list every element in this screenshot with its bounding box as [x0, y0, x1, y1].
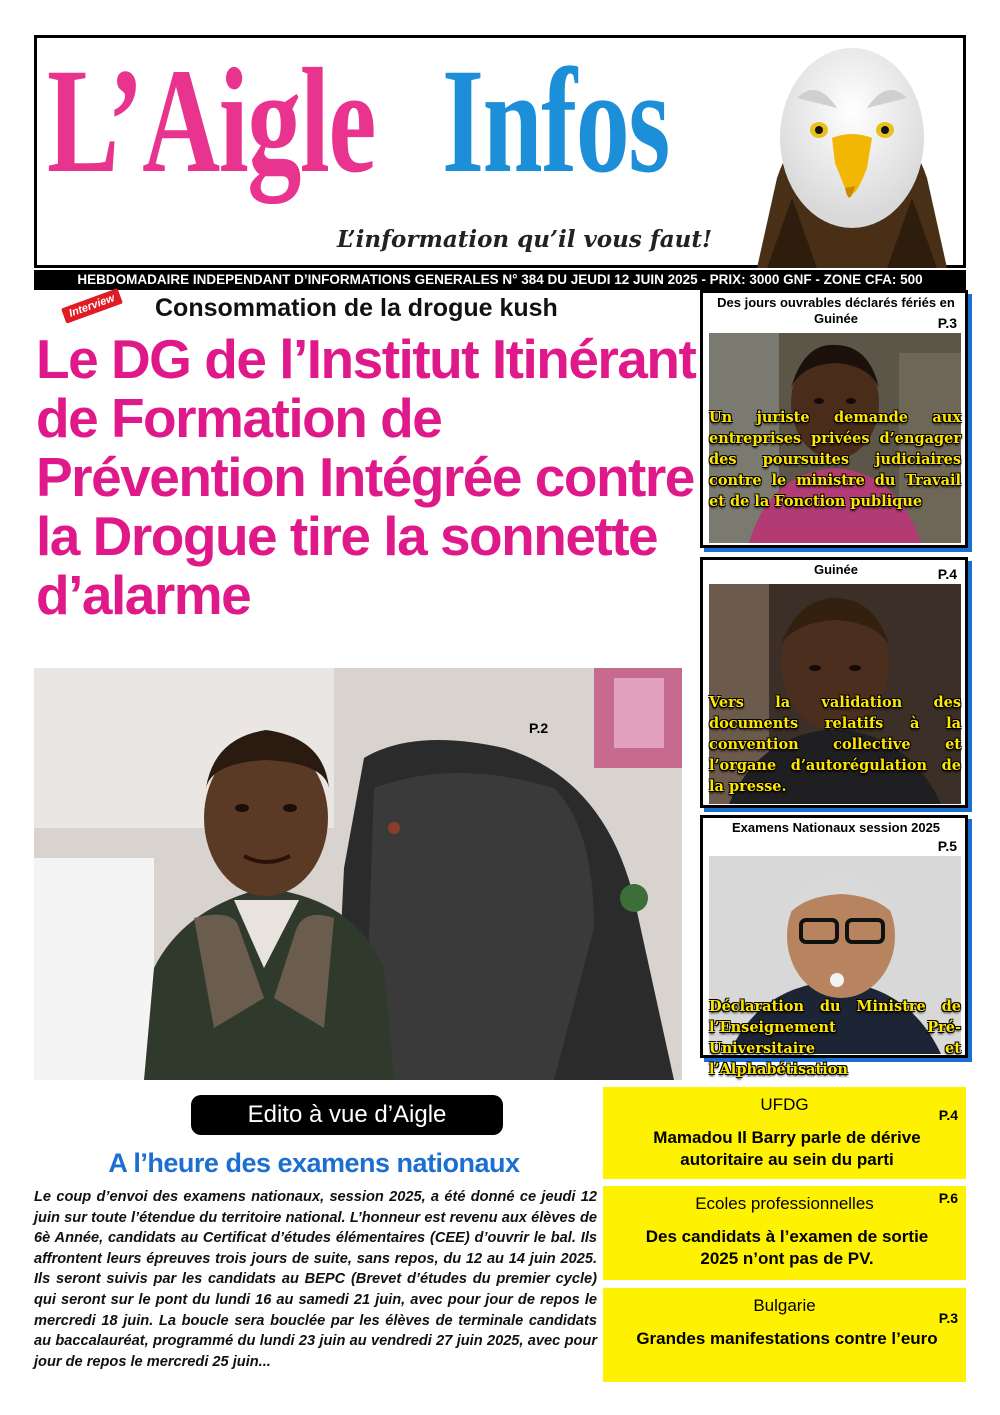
logo-infos: Infos [442, 38, 669, 204]
brief-2-text: Des candidats à l’examen de sortie 2025 n’ont pas de PV. [645, 1227, 929, 1268]
lead-kicker: Consommation de la drogue kush [155, 294, 558, 322]
brief-3-heading: Bulgarie [753, 1296, 816, 1315]
side-story-2[interactable] [700, 557, 968, 808]
man-in-office-image [34, 668, 682, 1080]
brief-3-page: P.3 [938, 1310, 958, 1326]
issue-info-bar: HEBDOMADAIRE INDEPENDANT D’INFORMATIONS GENERALES N° 384 DU JEUDI 12 JUIN 2025 - PRIX: 3000 GNF - ZONE CFA: 500 [34, 270, 966, 290]
brief-3[interactable] [603, 1288, 966, 1382]
lead-photo[interactable] [34, 668, 682, 1080]
lead-headline[interactable]: Le DG de l’Institut Itinérant de Formation de Prévention Intégrée contre la Drogue tire la sonnette d’alarme [36, 328, 696, 626]
side-story-1-heading: Des jours ouvrables déclarés fériés en Guinée [717, 295, 955, 326]
side-story-3[interactable] [700, 815, 968, 1078]
brief-1-page: P.4 [938, 1107, 958, 1123]
brief-3-text: Grandes manifestations contre l’euro [636, 1329, 938, 1348]
side-story-2-page: P.4 [937, 566, 957, 582]
brief-2[interactable] [603, 1186, 966, 1280]
side-story-1-text: Un juriste demande aux entreprises privées d’engager des poursuites judiciaires contre le ministre du Travail et de la Fonction publique [709, 409, 961, 510]
brief-1-text: Mamadou Il Barry parle de dérive autoritaire au sein du parti [653, 1128, 921, 1169]
lead-page-ref: P.2 [529, 720, 549, 736]
brief-2-heading: Ecoles professionnelles [695, 1194, 874, 1213]
masthead [34, 35, 966, 268]
brief-1-heading: UFDG [760, 1095, 809, 1114]
eagle-image [737, 38, 967, 268]
interview-tag: Interview [61, 288, 123, 323]
side-story-3-page: P.5 [937, 838, 957, 854]
edito-label: Edito à vue d’Aigle [191, 1095, 503, 1135]
side-story-1[interactable] [700, 290, 968, 548]
side-story-3-heading: Examens Nationaux session 2025 [731, 820, 941, 835]
side-story-3-text: Déclaration du Ministre de l’Enseignement Pré-Universitaire et l’Alphabétisation [709, 998, 961, 1078]
edito-body: Le coup d’envoi des examens nationaux, session 2025, a été donné ce jeudi 12 juin sur toute l’étendue du territoire national. L’honneur est revenu aux élèves de 6è Année, candidats au Certificat d’études élémentaires (CEE) d’ouvrir le bal. Ils affrontent leurs épreuves trois jours de suite, sans repos, du 12 au 14 juin 2025. Ils seront suivis par les candidats au BEPC (Brevet d’études du premier cycle) qui seront sur le pont du lundi 16 au samedi 21 juin, avec pour jour de repos le mercredi 18 juin. La boucle sera bouclée par les élèves de terminale candidats au baccalauréat, programmé du lundi 23 juin au vendredi 27 juin 2025, avec pour jour de repos le mercredi 25 juin... [34, 1189, 597, 1370]
logo-aigle: L’Aigle [47, 38, 375, 204]
brief-1[interactable] [603, 1087, 966, 1179]
brief-2-page: P.6 [938, 1190, 958, 1206]
side-story-1-page: P.3 [937, 315, 957, 331]
side-story-2-text: Vers la validation des documents relatifs à la convention collective et l’organe d’autorégulation de la presse. [709, 694, 961, 795]
tagline: L’information qu’il vous faut! [337, 226, 713, 253]
side-story-2-heading: Guinée [813, 562, 859, 577]
edito-title[interactable]: A l’heure des examens nationaux [108, 1148, 520, 1178]
